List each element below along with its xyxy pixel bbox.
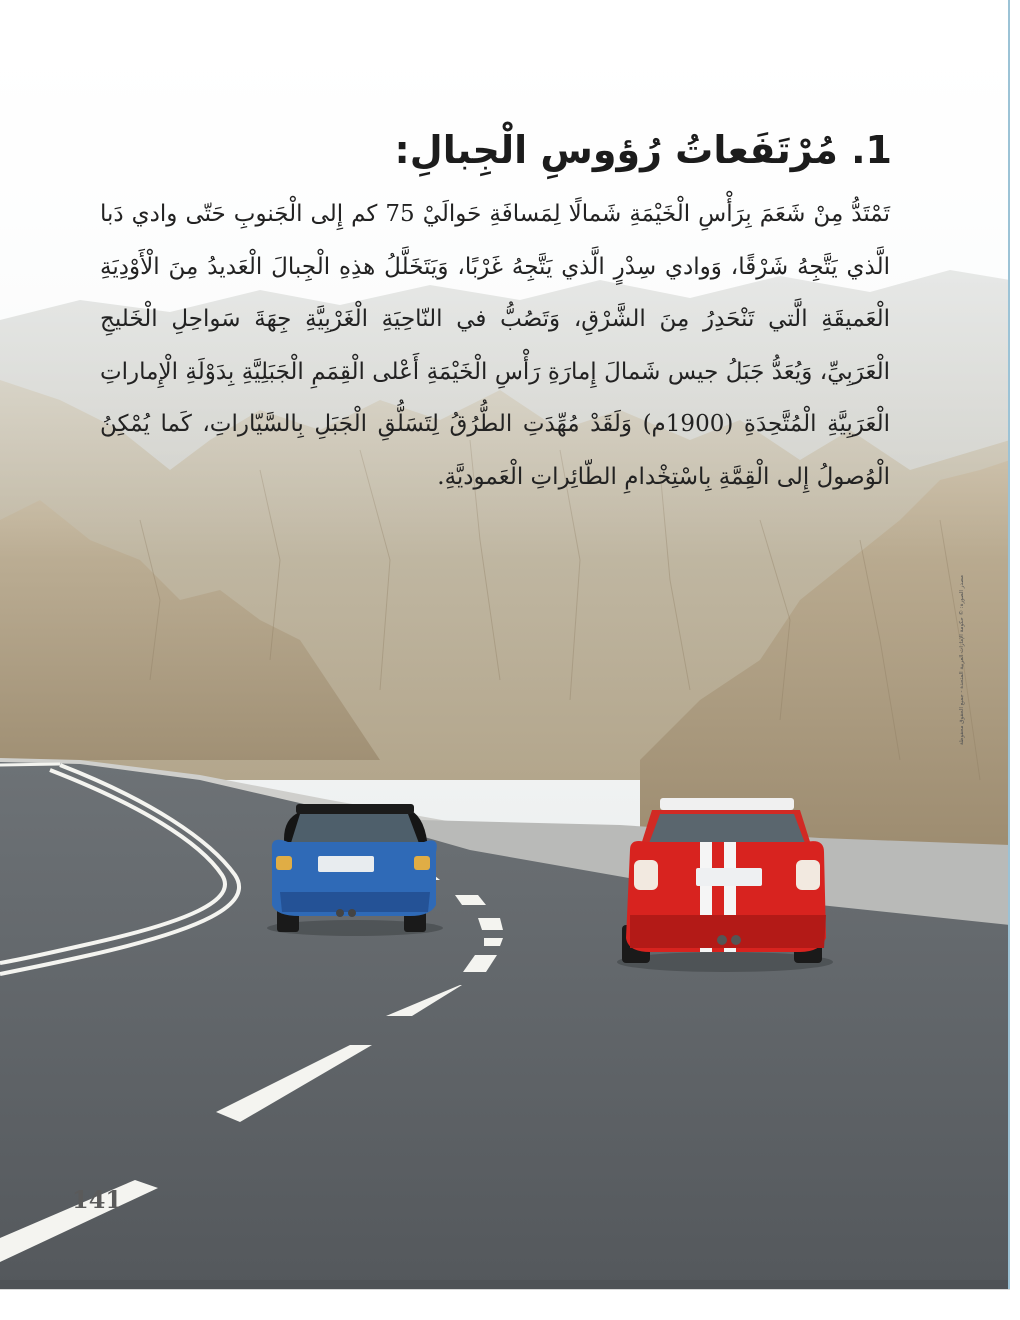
page-edge-rule bbox=[1008, 0, 1010, 1290]
section-heading: 1. مُرْتَفَعاتُ رُؤوسِ الْجِبالِ: bbox=[394, 128, 892, 172]
photo-credit: مصدر الصورة: © حكومة الإمارات العربية المتحدة - جميع الحقوق محفوظة bbox=[959, 575, 965, 745]
page-number: 141 bbox=[72, 1185, 123, 1214]
section-paragraph: تَمْتَدُّ مِنْ شَعَمَ بِرَأْسِ الْخَيْمَةِ شَمالًا لِمَسافَةِ حَوالَيْ 75 كم إِلى الْجَنوبِ حَتّى وادي دَبا الَّذي يَتَّجِهُ شَرْقًا، وَوادي سِدْرٍ الَّذي يَتَّجِهُ غَرْبًا، وَيَتَخَلَّلُ هذِهِ الْجِبالَ الْعَديدُ مِنَ الْأَوْدِيَةِ الْعَميقَةِ الَّتي تَنْحَدِرُ مِنَ الشَّرْقِ، وَتَصُبُّ في النّاحِيَةِ الْغَرْبِيَّةِ جِهَةَ سَواحِلِ الْخَليجِ الْعَرَبِيِّ، وَيُعَدُّ جَبَلُ جيس شَمالَ إِمارَةِ رَأْسِ الْخَيْمَةِ أَعْلى الْقِمَمِ الْجَبَلِيَّةِ بِدَوْلَةِ الْإِماراتِ الْعَرَبِيَّةِ الْمُتَّحِدَةِ (1900م) وَلَقَدْ مُهِّدَتِ الطُّرُقُ لِتَسَلُّقِ الْجَبَلِ بِالسَّيّاراتِ، كَما يُمْكِنُ الْوُصولُ إِلى الْقِمَّةِ بِاسْتِخْدامِ الطّائِراتِ الْعَموديَّةِ. bbox=[100, 201, 890, 490]
red-car bbox=[617, 798, 833, 972]
page-bottom-rule bbox=[0, 1289, 1010, 1290]
